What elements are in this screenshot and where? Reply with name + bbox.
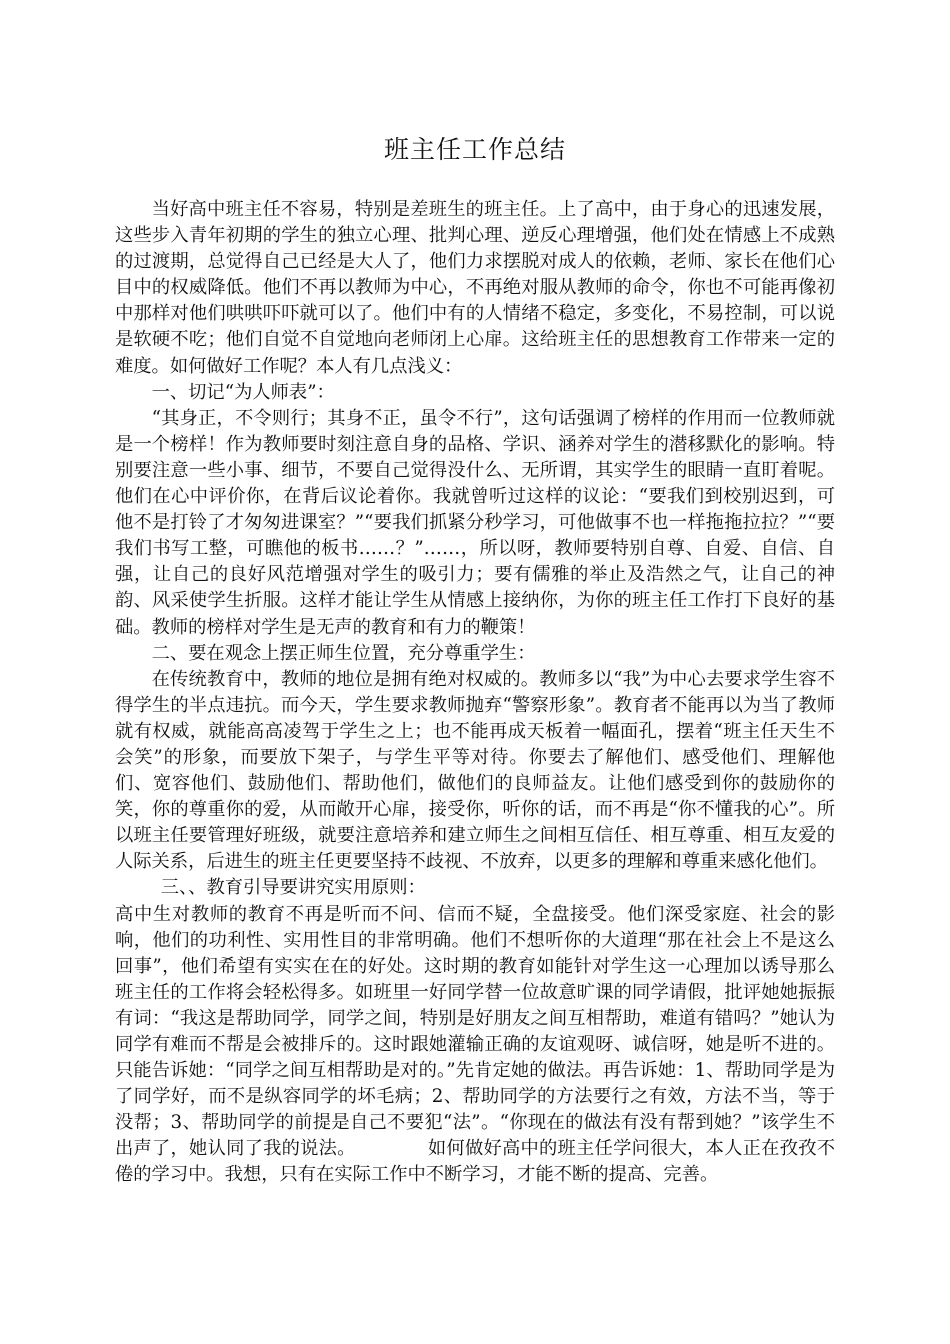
- section-1-paragraph: “其身正，不令则行；其身不正，虽令不行”，这句话强调了榜样的作用而一位教师就是一个榜样！作为教师要时刻注意自身的品格、学识、涵养对学生的潜移默化的影响。特别要注意一些小事、细节，不要自己觉得没什么、无所谓，其实学生的眼睛一直盯着呢。他们在心中评价你，在背后议论着你。我就曾听过这样的议论：“要我们到校别迟到，可他不是打铃了才匆匆进课室？”“要我们抓紧分秒学习，可他做事不也一样拖拖拉拉？”“要我们书写工整，可瞧他的板书……？”……，所以呀，教师要特别自尊、自爱、自信、自强，让自己的良好风范增强对学生的吸引力；要有儒雅的举止及浩然之气，让自己的神韵、风采使学生折服。这样才能让学生从情感上接纳你，为你的班主任工作打下良好的基础。教师的榜样对学生是无声的教育和有力的鞭策！: [115, 407, 835, 638]
- document-body: [115, 197, 835, 1189]
- section-3-text: 高中生对教师的教育不再是听而不问、信而不疑，全盘接受。他们深受家庭、社会的影响，他们的功利性、实用性目的非常明确。他们不想听你的大道理“那在社会上不是这么回事”，他们希望有实实在在的好处。这时期的教育如能针对学生这一心理加以诱导那么班主任的工作将会轻松得多。如班里一好同学替一位故意旷课的同学请假，批评她她振振有词：“我这是帮助同学，同学之间，特别是好朋友之间互相帮助，难道有错吗？”她认为同学有难而不帮是会被排斥的。这时跟她灌输正确的友谊观呀、诚信呀，她是听不进的。只能告诉她：“同学之间互相帮助是对的。”先肯定她的做法。再告诉她：1、帮助同学是为了同学好，而不是纵容同学的坏毛病；2、帮助同学的方法要行之有效，方法不当，等于没帮；3、帮助同学的前提是自己不要犯“法”。“你现在的做法有没有帮到她？”该学生不出声了，她认同了我的说法。: [115, 903, 835, 1160]
- section-heading-1: 一、切记“为人师表”：: [151, 381, 335, 403]
- closing-text: 如何做好高中的班主任学问很大，本人正在孜孜不倦的学习中。我想，只有在实际工作中不断学习，才能不断的提高、完善。: [115, 1138, 836, 1186]
- section-heading-3: 三、、教育引导要讲究实用原则：: [160, 877, 426, 899]
- section-heading-2: 二、要在观念上摆正师生位置，充分尊重学生：: [151, 642, 536, 664]
- intro-paragraph: 当好高中班主任不容易，特别是差班生的班主任。上了高中，由于身心的迅速发展，这些步入青年初期的学生的独立心理、批判心理、逆反心理增强，他们处在情感上不成熟的过渡期，总觉得自己已经是大人了，他们力求摆脱对成人的依赖，老师、家长在他们心目中的权威降低。他们不再以教师为中心，不再绝对服从教师的命令，你也不可能再像初中那样对他们哄哄吓吓就可以了。他们中有的人情绪不稳定，多变化，不易控制，可以说是软硬不吃；他们自觉不自觉地向老师闭上心扉。这给班主任的思想教育工作带来一定的难度。如何做好工作呢？本人有几点浅义：: [115, 199, 835, 377]
- section-3-paragraph: [115, 902, 835, 1189]
- section-2-paragraph: 在传统教育中，教师的地位是拥有绝对权威的。教师多以“我”为中心去要求学生容不得学生的半点违抗。而今天，学生要求教师抛弃“警察形象”。教育者不能再以为当了教师就有权威，就能高高凌驾于学生之上；也不能再成天板着一幅面孔，摆着“班主任天生不会笑”的形象，而要放下架子，与学生平等对待。你要去了解他们、感受他们、理解他们、宽容他们、鼓励他们、帮助他们，做他们的良师益友。让他们感受到你的鼓励你的笑，你的尊重你的爱，从而敞开心扉，接受你，听你的话，而不再是“你不懂我的心”。所以班主任要管理好班级，就要注意培养和建立师生之间相互信任、相互尊重、相互友爱的人际关系，后进生的班主任更要坚持不歧视、不放弃，以更多的理解和尊重来感化他们。: [115, 668, 835, 873]
- document-title: 班主任工作总结: [383, 135, 566, 164]
